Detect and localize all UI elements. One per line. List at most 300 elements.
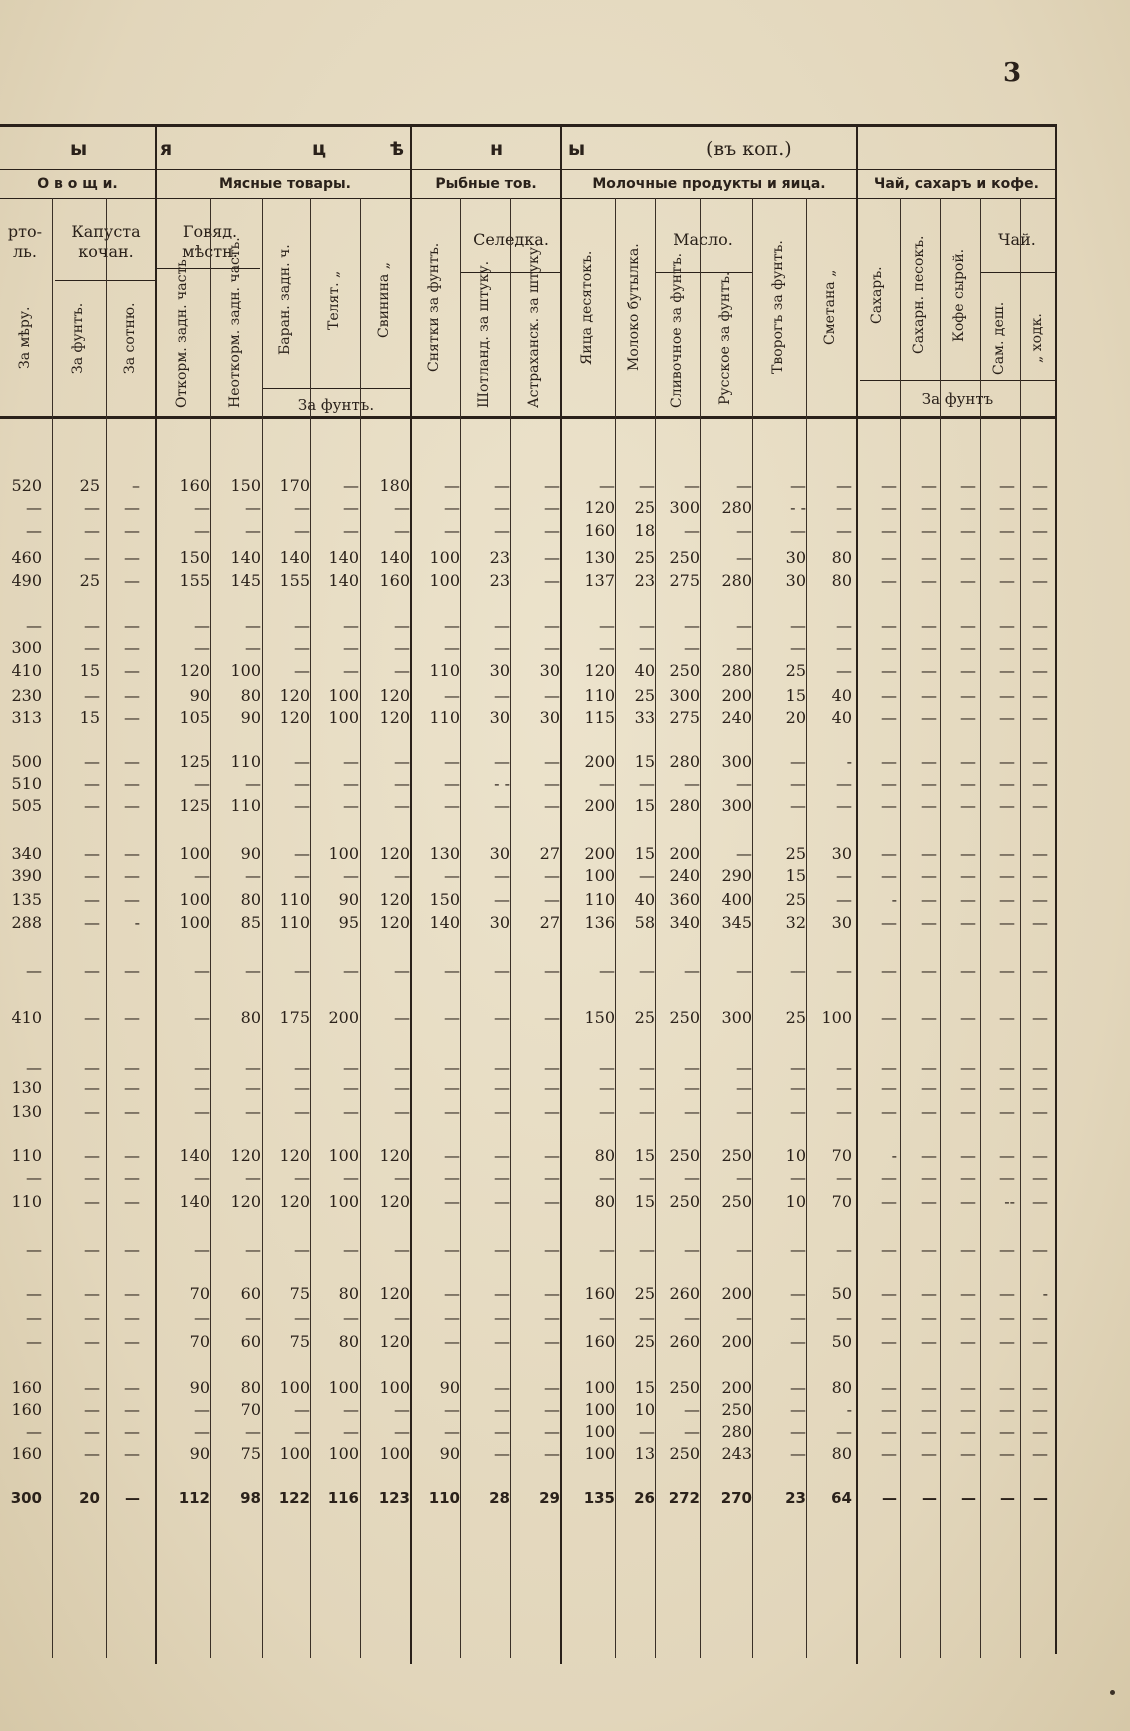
table-cell: — (494, 1308, 510, 1327)
table-cell: — (921, 1192, 937, 1211)
table-cell: — (544, 890, 560, 909)
column-label: Астраханск. за штуку. (526, 242, 542, 408)
table-cell: 100 (179, 890, 210, 909)
table-cell: 100 (328, 1146, 359, 1165)
table-cell: — (1032, 1146, 1048, 1165)
table-cell: — (245, 638, 261, 657)
table-cell: 90 (439, 1378, 460, 1397)
table-cell: 95 (338, 913, 359, 932)
table-cell: — (84, 890, 100, 909)
table-cell: — (881, 774, 897, 793)
table-cell: — (881, 708, 897, 727)
table-cell: 90 (189, 1378, 210, 1397)
table-cell: — (881, 1078, 897, 1097)
table-cell: — (26, 498, 42, 517)
table-cell: — (881, 571, 897, 590)
table-cell: — (790, 961, 806, 980)
table-cell: 150 (584, 1008, 615, 1027)
table-cell: — (999, 844, 1015, 863)
table-cell: — (494, 1008, 510, 1027)
table-cell: — (26, 1058, 42, 1077)
table-cell: — (444, 1078, 460, 1097)
table-cell: 160 (11, 1378, 42, 1397)
table-cell: — (881, 1008, 897, 1027)
column-rule (806, 198, 807, 1658)
column-label: Откорм. задн. часть (173, 259, 190, 408)
table-cell: — (639, 1240, 655, 1259)
table-cell: 70 (189, 1284, 210, 1303)
table-cell: — (1032, 708, 1048, 727)
table-cell: - - (790, 498, 806, 517)
table-cell: 300 (721, 752, 752, 771)
table-cell: 15 (634, 1378, 655, 1397)
table-cell: — (999, 1240, 1015, 1259)
table-cell: — (544, 1332, 560, 1351)
table-cell: 345 (721, 913, 752, 932)
table-cell: — (1032, 1192, 1048, 1211)
column-label: Яица десятокъ. (578, 250, 595, 365)
column-label: Сахаръ. (869, 266, 885, 324)
table-cell: — (1032, 866, 1048, 885)
table-cell: — (1032, 548, 1048, 567)
table-cell: — (999, 752, 1015, 771)
table-cell: 40 (831, 686, 852, 705)
table-cell: — (960, 708, 976, 727)
table-cell: — (736, 616, 752, 635)
table-cell: — (544, 1378, 560, 1397)
table-cell: — (1032, 571, 1048, 590)
table-cell: 200 (584, 796, 615, 815)
table-cell: — (26, 616, 42, 635)
table-cell: — (999, 1284, 1015, 1303)
table-cell: — (494, 752, 510, 771)
table-cell: — (881, 1422, 897, 1441)
table-cell: - (891, 890, 897, 909)
table-cell: — (294, 1102, 310, 1121)
table-cell: — (881, 1102, 897, 1121)
table-cell: 110 (11, 1146, 42, 1165)
table-cell: — (881, 521, 897, 540)
table-cell: — (494, 498, 510, 517)
table-cell: 145 (230, 571, 261, 590)
table-cell: 110 (279, 913, 310, 932)
table-cell: 23 (634, 571, 655, 590)
table-cell: — (444, 866, 460, 885)
table-cell: 120 (179, 661, 210, 680)
table-cell: 25 (634, 1284, 655, 1303)
table-cell: — (684, 961, 700, 980)
table-cell: — (960, 1192, 976, 1211)
table-cell: — (999, 1078, 1015, 1097)
table-cell: — (921, 866, 937, 885)
table-cell: — (394, 1078, 410, 1097)
column-label: Русское за фунтъ. (717, 271, 733, 405)
column-rule (460, 198, 461, 1658)
group-header-veg: О в о щ и. (37, 176, 118, 192)
table-cell: 250 (669, 1192, 700, 1211)
table-cell: — (599, 1240, 615, 1259)
table-cell: — (736, 548, 752, 567)
table-cell: — (736, 1308, 752, 1327)
table-cell: — (790, 638, 806, 657)
table-cell: 110 (11, 1192, 42, 1211)
table-cell: — (124, 1308, 140, 1327)
table-cell: — (960, 1378, 976, 1397)
table-cell: — (444, 1332, 460, 1351)
table-cell: — (921, 1168, 937, 1187)
table-cell: 410 (11, 1008, 42, 1027)
table-cell: — (194, 1102, 210, 1121)
table-cell: 240 (721, 708, 752, 727)
table-cell: 200 (721, 686, 752, 705)
table-cell: 30 (539, 661, 560, 680)
table-cell: 80 (594, 1192, 615, 1211)
unit-label: (въ коп.) (706, 138, 792, 160)
table-cell: — (294, 1058, 310, 1077)
table-cell: — (960, 913, 976, 932)
table-cell: — (790, 796, 806, 815)
table-cell: — (294, 866, 310, 885)
table-cell: — (960, 866, 976, 885)
table-cell: — (124, 1146, 140, 1165)
table-cell: — (245, 1308, 261, 1327)
table-cell: — (836, 661, 852, 680)
table-cell: - (1042, 1284, 1048, 1303)
table-cell: — (343, 476, 359, 495)
table-cell: — (343, 498, 359, 517)
table-cell: 155 (179, 571, 210, 590)
table-cell: — (836, 796, 852, 815)
table-cell: — (1032, 1444, 1048, 1463)
table-cell: — (881, 476, 897, 495)
table-cell: — (124, 1058, 140, 1077)
table-cell: 110 (429, 708, 460, 727)
table-cell: — (444, 1146, 460, 1165)
table-cell: — (960, 890, 976, 909)
table-cell: — (544, 521, 560, 540)
table-cell: — (394, 796, 410, 815)
table-cell: — (84, 1058, 100, 1077)
subhead-rule (55, 280, 155, 281)
table-cell: 80 (831, 1378, 852, 1397)
table-cell: — (245, 961, 261, 980)
table-cell: — (124, 548, 140, 567)
table-cell: 27 (539, 913, 560, 932)
table-cell: 25 (634, 1008, 655, 1027)
table-cell: — (494, 1378, 510, 1397)
table-cell: — (294, 498, 310, 517)
table-cell: — (736, 961, 752, 980)
table-cell: — (684, 521, 700, 540)
table-cell: 280 (721, 498, 752, 517)
table-cell: — (194, 616, 210, 635)
table-cell: 23 (489, 571, 510, 590)
group-header-dairy: Молочные продукты и яица. (592, 176, 826, 192)
table-cell: 500 (11, 752, 42, 771)
subhead-rule (155, 268, 260, 269)
table-cell: — (494, 1422, 510, 1441)
table-cell: — (684, 476, 700, 495)
table-cell: — (544, 1422, 560, 1441)
table-cell: — (544, 1308, 560, 1327)
table-cell: 120 (379, 844, 410, 863)
table-cell: 100 (328, 686, 359, 705)
table-cell: — (124, 1400, 140, 1419)
table-cell: — (960, 1422, 976, 1441)
table-cell: — (921, 521, 937, 540)
table-cell: 390 (11, 866, 42, 885)
table-cell: 100 (179, 913, 210, 932)
table-cell: — (881, 548, 897, 567)
column-label: Кофе сырой. (951, 248, 967, 342)
table-cell: — (194, 961, 210, 980)
table-cell: — (1032, 521, 1048, 540)
table-cell: 120 (379, 708, 410, 727)
table-cell: — (836, 866, 852, 885)
table-cell: — (544, 571, 560, 590)
table-cell: — (125, 1489, 140, 1507)
table-cell: — (999, 1168, 1015, 1187)
table-cell: — (960, 774, 976, 793)
column-label: Снятки за фунтъ. (426, 242, 442, 373)
table-cell: — (881, 638, 897, 657)
table-cell: — (194, 1240, 210, 1259)
table-cell: — (790, 752, 806, 771)
table-cell: — (124, 686, 140, 705)
column-label: Неоткорм. задн. часть. (227, 237, 243, 408)
table-cell: — (921, 1102, 937, 1121)
table-cell: 272 (668, 1489, 700, 1507)
table-cell: 115 (584, 708, 615, 727)
table-cell: 80 (240, 1378, 261, 1397)
table-cell: — (245, 1102, 261, 1121)
table-cell: — (836, 1422, 852, 1441)
table-cell: — (790, 1332, 806, 1351)
table-cell: — (921, 1400, 937, 1419)
table-cell: — (684, 1308, 700, 1327)
table-cell: — (1032, 796, 1048, 815)
table-cell: — (921, 1240, 937, 1259)
table-cell: — (960, 1308, 976, 1327)
column-label: Свинина „ (376, 262, 392, 338)
column-label: „ ходк. (1028, 313, 1045, 363)
table-cell: 100 (821, 1008, 852, 1027)
table-cell: — (84, 796, 100, 815)
table-cell: — (736, 638, 752, 657)
column-label: Телят. „ (326, 270, 342, 330)
table-cell: — (881, 661, 897, 680)
table-cell: — (599, 961, 615, 980)
column-rule (560, 124, 562, 1664)
table-cell: — (1032, 1102, 1048, 1121)
table-cell: 80 (594, 1146, 615, 1165)
table-cell: — (790, 1308, 806, 1327)
table-cell: — (599, 1308, 615, 1327)
table-cell: — (999, 1102, 1015, 1121)
table-cell: — (84, 1146, 100, 1165)
table-cell: — (294, 638, 310, 657)
table-cell: — (921, 476, 937, 495)
table-cell: — (790, 1422, 806, 1441)
table-cell: — (960, 1240, 976, 1259)
column-label: Шотланд. за штуку. (476, 260, 492, 408)
table-cell: — (836, 1078, 852, 1097)
table-cell: 120 (279, 1192, 310, 1211)
column-rule (1055, 124, 1057, 1654)
table-cell: — (194, 498, 210, 517)
table-cell: 140 (179, 1192, 210, 1211)
table-cell: — (736, 476, 752, 495)
table-cell: — (494, 521, 510, 540)
table-cell: — (921, 961, 937, 980)
table-cell: — (599, 476, 615, 495)
table-cell: — (836, 638, 852, 657)
table-cell: — (194, 774, 210, 793)
column-rule (262, 198, 263, 1658)
table-cell: — (124, 844, 140, 863)
table-cell: — (394, 1400, 410, 1419)
table-cell: — (639, 638, 655, 657)
table-cell: — (639, 866, 655, 885)
column-rule (752, 198, 753, 1658)
table-cell: — (194, 1058, 210, 1077)
table-cell: 130 (584, 548, 615, 567)
table-cell: 90 (338, 890, 359, 909)
table-cell: — (836, 774, 852, 793)
table-cell: — (790, 1284, 806, 1303)
table-cell: 80 (240, 890, 261, 909)
table-cell: — (444, 686, 460, 705)
table-cell: — (999, 476, 1015, 495)
table-cell: 120 (379, 1284, 410, 1303)
table-cell: 280 (669, 752, 700, 771)
column-label: Молоко бутылка. (626, 243, 642, 372)
table-cell: — (999, 1400, 1015, 1419)
table-cell: — (639, 1102, 655, 1121)
table-cell: 125 (179, 752, 210, 771)
per-pound-label: За фунтъ. (297, 396, 375, 414)
table-cell: — (999, 796, 1015, 815)
table-cell: 23 (489, 548, 510, 567)
subhead-tea: Чай. (998, 230, 1036, 249)
table-cell: — (26, 521, 42, 540)
table-cell: — (960, 548, 976, 567)
table-cell: — (124, 616, 140, 635)
table-title-row (0, 124, 1055, 170)
table-cell: — (194, 638, 210, 657)
table-cell: — (836, 616, 852, 635)
table-cell: — (84, 548, 100, 567)
table-cell: - (891, 1146, 897, 1165)
table-cell: 90 (439, 1444, 460, 1463)
table-cell: — (921, 796, 937, 815)
table-cell: 120 (279, 708, 310, 727)
table-cell: 80 (240, 1008, 261, 1027)
table-cell: 200 (721, 1332, 752, 1351)
table-cell: — (881, 1284, 897, 1303)
table-cell: 250 (721, 1192, 752, 1211)
table-cell: 300 (721, 1008, 752, 1027)
table-cell: — (881, 1400, 897, 1419)
table-cell: — (124, 1102, 140, 1121)
table-cell: — (343, 616, 359, 635)
table-cell: — (444, 616, 460, 635)
column-label: Сметана „ (822, 269, 838, 346)
table-cell: — (960, 1102, 976, 1121)
table-cell: — (999, 661, 1015, 680)
table-cell: — (1032, 774, 1048, 793)
table-cell: — (960, 616, 976, 635)
table-cell: — (790, 476, 806, 495)
table-cell: — (921, 890, 937, 909)
table-cell: — (790, 1168, 806, 1187)
table-cell: — (881, 1378, 897, 1397)
table-cell: — (444, 638, 460, 657)
table-cell: — (684, 638, 700, 657)
table-cell: 100 (584, 1444, 615, 1463)
table-cell: — (294, 844, 310, 863)
table-cell: 100 (328, 708, 359, 727)
table-cell: 300 (669, 498, 700, 517)
table-cell: — (84, 1422, 100, 1441)
table-cell: — (343, 1308, 359, 1327)
table-cell: — (444, 961, 460, 980)
table-cell: — (1032, 890, 1048, 909)
table-cell: — (599, 616, 615, 635)
table-cell: 25 (785, 1008, 806, 1027)
table-cell: — (599, 1058, 615, 1077)
table-cell: — (790, 616, 806, 635)
table-cell: 160 (179, 476, 210, 495)
table-cell: 150 (230, 476, 261, 495)
table-cell: — (84, 1168, 100, 1187)
table-cell: — (124, 1192, 140, 1211)
table-cell: — (494, 1332, 510, 1351)
table-cell: — (921, 844, 937, 863)
column-rule (155, 124, 157, 1664)
table-cell: — (639, 1168, 655, 1187)
table-cell: 30 (489, 708, 510, 727)
table-cell: 64 (831, 1489, 852, 1507)
table-cell: 130 (11, 1078, 42, 1097)
table-cell: 15 (79, 708, 100, 727)
table-cell: 120 (379, 913, 410, 932)
table-cell: 200 (584, 844, 615, 863)
group-header-tea: Чай, сахаръ и кофе. (874, 176, 1039, 192)
table-cell: — (84, 1444, 100, 1463)
table-cell: 250 (721, 1400, 752, 1419)
table-cell: — (124, 796, 140, 815)
table-cell: 140 (328, 548, 359, 567)
table-cell: — (684, 1168, 700, 1187)
table-cell: 123 (378, 1489, 410, 1507)
table-cell: — (881, 616, 897, 635)
table-cell: — (394, 1240, 410, 1259)
column-rule (52, 198, 53, 1658)
table-cell: 98 (240, 1489, 261, 1507)
table-cell: — (394, 1422, 410, 1441)
table-cell: — (1032, 686, 1048, 705)
table-cell: -- (1004, 1192, 1015, 1211)
table-cell: 100 (584, 1422, 615, 1441)
table-cell: - - (494, 774, 510, 793)
table-cell: — (881, 866, 897, 885)
table-cell: — (124, 1422, 140, 1441)
table-cell: — (294, 961, 310, 980)
table-cell: — (1032, 1078, 1048, 1097)
table-cell: — (999, 961, 1015, 980)
table-cell: — (921, 616, 937, 635)
